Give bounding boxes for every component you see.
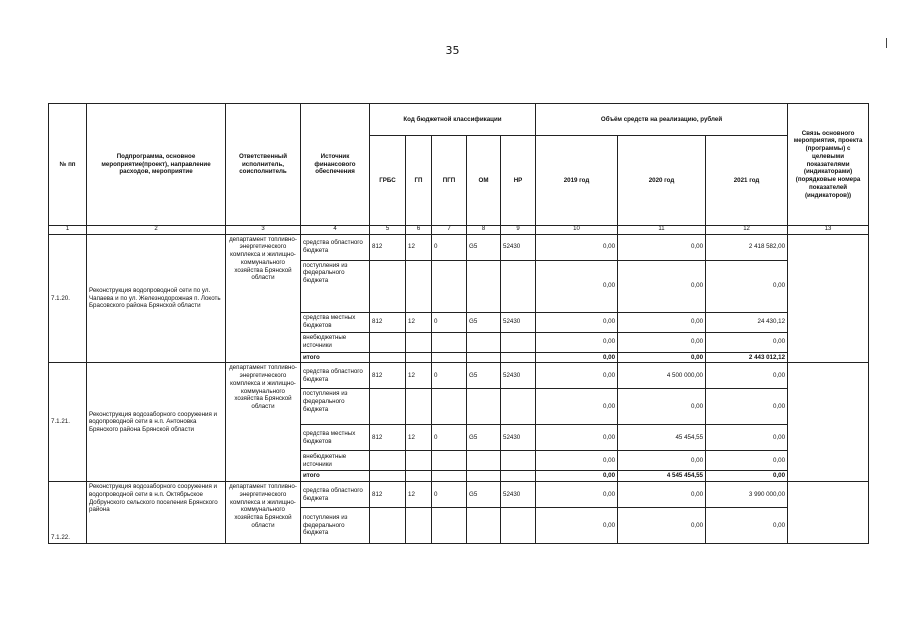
- grbs-cell: 812: [370, 363, 406, 389]
- pgp-cell: 0: [432, 482, 467, 508]
- om-cell: [467, 260, 501, 312]
- col-number: 8: [467, 226, 501, 235]
- header-num: № пп: [49, 104, 87, 226]
- measure-name: Реконструкция водопроводной сети по ул. Чапаева и по ул. Железнодорожная п. Локоть Брасовского района Брянской области: [87, 234, 226, 363]
- edge-mark: [886, 38, 887, 48]
- col-number: 7: [432, 226, 467, 235]
- grbs-cell: [370, 260, 406, 312]
- np-cell: [501, 260, 536, 312]
- value-2019: 0,00: [536, 260, 618, 312]
- om-cell: [467, 471, 501, 482]
- om-cell: [467, 352, 501, 363]
- om-cell: G5: [467, 234, 501, 260]
- value-2020: 4 500 000,00: [618, 363, 706, 389]
- link-cell: [788, 363, 869, 482]
- om-cell: [467, 389, 501, 425]
- value-2021: 0,00: [706, 260, 788, 312]
- grbs-cell: [370, 352, 406, 363]
- col-number: 11: [618, 226, 706, 235]
- np-cell: 52430: [501, 482, 536, 508]
- value-2019: 0,00: [536, 482, 618, 508]
- value-2019: 0,00: [536, 312, 618, 332]
- table-row: [49, 482, 869, 508]
- om-cell: [467, 451, 501, 471]
- np-cell: [501, 471, 536, 482]
- column-number-row: [49, 226, 869, 235]
- gp-cell: [406, 352, 432, 363]
- grbs-cell: [370, 389, 406, 425]
- grbs-cell: [370, 332, 406, 352]
- gp-cell: 12: [406, 482, 432, 508]
- pgp-cell: [432, 332, 467, 352]
- value-2020: 0,00: [618, 352, 706, 363]
- header-budget-class: Код бюджетной классификации: [370, 104, 536, 136]
- source-cell: итого: [301, 471, 370, 482]
- value-2021: 0,00: [706, 451, 788, 471]
- value-2021: 2 443 012,12: [706, 352, 788, 363]
- np-cell: 52430: [501, 234, 536, 260]
- grbs-cell: [370, 508, 406, 544]
- col-number: 2: [87, 226, 226, 235]
- gp-cell: [406, 332, 432, 352]
- value-2019: 0,00: [536, 508, 618, 544]
- header-executor: Ответственный исполнитель, соисполнитель: [226, 104, 301, 226]
- grbs-cell: 812: [370, 482, 406, 508]
- source-cell: средства местных бюджетов: [301, 312, 370, 332]
- pgp-cell: [432, 352, 467, 363]
- value-2019: 0,00: [536, 332, 618, 352]
- row-number: 7.1.22.: [49, 482, 87, 544]
- measure-name: Реконструкция водозаборного сооружения и водопроводной сети в н.п. Октябрьское Добрунского сельского поселения Брянского района: [87, 482, 226, 544]
- col-number: 1: [49, 226, 87, 235]
- value-2020: 0,00: [618, 389, 706, 425]
- value-2019: 0,00: [536, 425, 618, 451]
- grbs-cell: [370, 451, 406, 471]
- gp-cell: 12: [406, 234, 432, 260]
- value-2020: 4 545 454,55: [618, 471, 706, 482]
- header-pgp: ПГП: [432, 136, 467, 226]
- value-2021: 0,00: [706, 508, 788, 544]
- header-funds: Объём средств на реализацию, рублей: [536, 104, 788, 136]
- source-cell: поступления из федерального бюджета: [301, 260, 370, 312]
- grbs-cell: 812: [370, 425, 406, 451]
- col-number: 5: [370, 226, 406, 235]
- header-subprogram: Подпрограмма, основное мероприятие(проект), направление расходов, мероприятие: [87, 104, 226, 226]
- gp-cell: [406, 451, 432, 471]
- np-cell: 52430: [501, 425, 536, 451]
- value-2019: 0,00: [536, 363, 618, 389]
- source-cell: итого: [301, 352, 370, 363]
- grbs-cell: [370, 471, 406, 482]
- value-2021: 0,00: [706, 363, 788, 389]
- header-source: Источник финансового обеспечения: [301, 104, 370, 226]
- pgp-cell: [432, 451, 467, 471]
- table-row: [49, 234, 869, 260]
- executor-cell: департамент топливно-энергетического комплекса и жилищно-коммунального хозяйства Брянской области: [226, 482, 301, 544]
- om-cell: G5: [467, 312, 501, 332]
- pgp-cell: [432, 471, 467, 482]
- np-cell: 52430: [501, 363, 536, 389]
- table-row: [49, 363, 869, 389]
- pgp-cell: [432, 389, 467, 425]
- header-2020: 2020 год: [618, 136, 706, 226]
- value-2020: 0,00: [618, 482, 706, 508]
- value-2020: 0,00: [618, 332, 706, 352]
- value-2020: 0,00: [618, 312, 706, 332]
- header-2021: 2021 год: [706, 136, 788, 226]
- pgp-cell: 0: [432, 234, 467, 260]
- row-number: 7.1.21.: [49, 363, 87, 482]
- pgp-cell: [432, 260, 467, 312]
- source-cell: средства областного бюджета: [301, 363, 370, 389]
- row-number: 7.1.20.: [49, 234, 87, 363]
- header-2019: 2019 год: [536, 136, 618, 226]
- page-number: 35: [445, 44, 460, 57]
- grbs-cell: 812: [370, 234, 406, 260]
- gp-cell: [406, 471, 432, 482]
- col-number: 4: [301, 226, 370, 235]
- measure-name: Реконструкция водозаборного сооружения и водопроводной сети в н.п. Антоновка Брянского района Брянской области: [87, 363, 226, 482]
- header-np: НР: [501, 136, 536, 226]
- executor-cell: департамент топливно-энергетического комплекса и жилищно-коммунального хозяйства Брянской области: [226, 234, 301, 363]
- value-2021: 0,00: [706, 332, 788, 352]
- pgp-cell: 0: [432, 363, 467, 389]
- pgp-cell: 0: [432, 312, 467, 332]
- header-grbs: ГРБС: [370, 136, 406, 226]
- header-gp: ГП: [406, 136, 432, 226]
- col-number: 12: [706, 226, 788, 235]
- pgp-cell: [432, 508, 467, 544]
- om-cell: G5: [467, 482, 501, 508]
- np-cell: [501, 352, 536, 363]
- link-cell: [788, 482, 869, 544]
- value-2020: 0,00: [618, 451, 706, 471]
- np-cell: 52430: [501, 312, 536, 332]
- value-2021: 0,00: [706, 471, 788, 482]
- gp-cell: [406, 260, 432, 312]
- grbs-cell: 812: [370, 312, 406, 332]
- col-number: 3: [226, 226, 301, 235]
- gp-cell: [406, 389, 432, 425]
- source-cell: внебюджетные источники: [301, 451, 370, 471]
- om-cell: G5: [467, 425, 501, 451]
- col-number: 13: [788, 226, 869, 235]
- value-2020: 0,00: [618, 260, 706, 312]
- pgp-cell: 0: [432, 425, 467, 451]
- value-2021: 3 990 000,00: [706, 482, 788, 508]
- om-cell: G5: [467, 363, 501, 389]
- source-cell: средства областного бюджета: [301, 234, 370, 260]
- value-2020: 0,00: [618, 508, 706, 544]
- value-2021: 24 430,12: [706, 312, 788, 332]
- om-cell: [467, 332, 501, 352]
- np-cell: [501, 508, 536, 544]
- gp-cell: 12: [406, 363, 432, 389]
- value-2021: 0,00: [706, 425, 788, 451]
- header-om: ОМ: [467, 136, 501, 226]
- source-cell: поступления из федерального бюджета: [301, 508, 370, 544]
- np-cell: [501, 389, 536, 425]
- source-cell: средства местных бюджетов: [301, 425, 370, 451]
- col-number: 10: [536, 226, 618, 235]
- col-number: 6: [406, 226, 432, 235]
- value-2019: 0,00: [536, 471, 618, 482]
- gp-cell: [406, 508, 432, 544]
- om-cell: [467, 508, 501, 544]
- value-2019: 0,00: [536, 389, 618, 425]
- link-cell: [788, 234, 869, 363]
- value-2021: 0,00: [706, 389, 788, 425]
- header-link: Связь основного мероприятия, проекта (программы) с целевыми показателями (индикаторами) (порядковые номера показателей (индикаторов)): [788, 104, 869, 226]
- budget-table: [48, 103, 869, 544]
- value-2021: 2 418 582,00: [706, 234, 788, 260]
- source-cell: внебюджетные источники: [301, 332, 370, 352]
- value-2019: 0,00: [536, 352, 618, 363]
- value-2019: 0,00: [536, 451, 618, 471]
- source-cell: средства областного бюджета: [301, 482, 370, 508]
- executor-cell: департамент топливно-энергетического комплекса и жилищно-коммунального хозяйства Брянской области: [226, 363, 301, 482]
- gp-cell: 12: [406, 425, 432, 451]
- source-cell: поступления из федерального бюджета: [301, 389, 370, 425]
- np-cell: [501, 451, 536, 471]
- value-2020: 0,00: [618, 234, 706, 260]
- gp-cell: 12: [406, 312, 432, 332]
- col-number: 9: [501, 226, 536, 235]
- value-2020: 45 454,55: [618, 425, 706, 451]
- np-cell: [501, 332, 536, 352]
- value-2019: 0,00: [536, 234, 618, 260]
